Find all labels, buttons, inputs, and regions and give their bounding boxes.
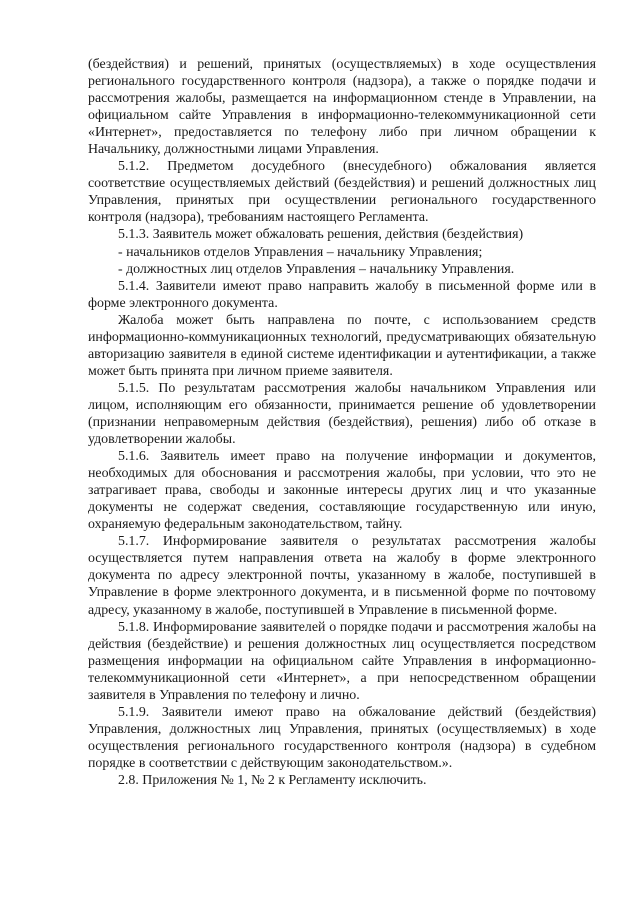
paragraph-5-1-3: 5.1.3. Заявитель может обжаловать решения, действия (бездействия)	[118, 227, 524, 243]
paragraph-complaint-submission: Жалоба может быть направлена по почте, с использованием средств информационно-коммуникационных технологий, предусматривающих обязательную авторизацию заявителя в единой системе идентификации и аутентификации, а также может быть принята при личном приеме заявителя.	[88, 312, 596, 379]
paragraph-5-1-5: 5.1.5. По результатам рассмотрения жалобы начальником Управления или лицом, исполняющим его обязанности, принимается решение об удовлетворении (признании неправомерным действия (бездействия), решения) либо об отказе в удовлетворении жалобы.	[88, 380, 596, 448]
paragraph-5-1-8: 5.1.8. Информирование заявителей о порядке подачи и рассмотрения жалобы на действия (бездействие) и решения должностных лиц осуществляется посредством размещения информации на официальном сайте Управления в информационно-телекоммуникационной сети «Интернет», а при непосредственном обращении заявителя в Управления по телефону и лично.	[88, 619, 596, 703]
paragraph-5-1-4: 5.1.4. Заявители имеют право направить жалобу в письменной форме или в форме электронного документа.	[88, 278, 596, 311]
paragraph-2-8: 2.8. Приложения № 1, № 2 к Регламенту исключить.	[118, 772, 427, 788]
paragraph-5-1-7: 5.1.7. Информирование заявителя о результатах рассмотрения жалобы осуществляется путем направления ответа на жалобу в форме электронного документа по адресу электронной почты, указанному в жалобе, поступившей в Управление в форме электронного документа, и в письменной форме по почтовому адресу, указанному в жалобе, поступившей в Управление в письменной форме.	[88, 534, 596, 618]
list-item-department-heads: - начальников отделов Управления – начальнику Управления;	[118, 244, 483, 260]
paragraph-5-1-2: 5.1.2. Предметом досудебного (внесудебного) обжалования является соответствие осуществляемых действий (бездействия) и решений должностных лиц Управления, принятых при осуществлении регионального государственного контроля (надзора), требованиям настоящего Регламента.	[88, 159, 596, 226]
paragraph-5-1-6: 5.1.6. Заявитель имеет право на получение информации и документов, необходимых для обоснования и рассмотрения жалобы, при условии, что это не затрагивает права, свободы и законные интересы других лиц и что указанные документы не содержат сведения, составляющие государственную или иную, охраняемую федеральным законодательством, тайну.	[88, 449, 596, 533]
paragraph-5-1-9: 5.1.9. Заявители имеют право на обжалование действий (бездействия) Управления, должностных лиц Управления, принятых (осуществляемых) в ходе осуществления регионального государственного контроля (надзора) в судебном порядке в соответствии с действующим законодательством.».	[88, 704, 596, 771]
paragraph-continuation: (бездействия) и решений, принятых (осуществляемых) в ходе осуществления регионального государственного контроля (надзора), а также о порядке подачи и рассмотрения жалобы, размещается на информационном стенде в Управлении, на официальном сайте Управления в информационно-телекоммуникационной сети «Интернет», предоставляется по телефону либо при личном обращении к Начальнику, должностными лицами Управления.	[88, 57, 596, 158]
list-item-department-officials: - должностных лиц отделов Управления – начальнику Управления.	[118, 261, 515, 277]
document-page	[88, 56, 596, 789]
